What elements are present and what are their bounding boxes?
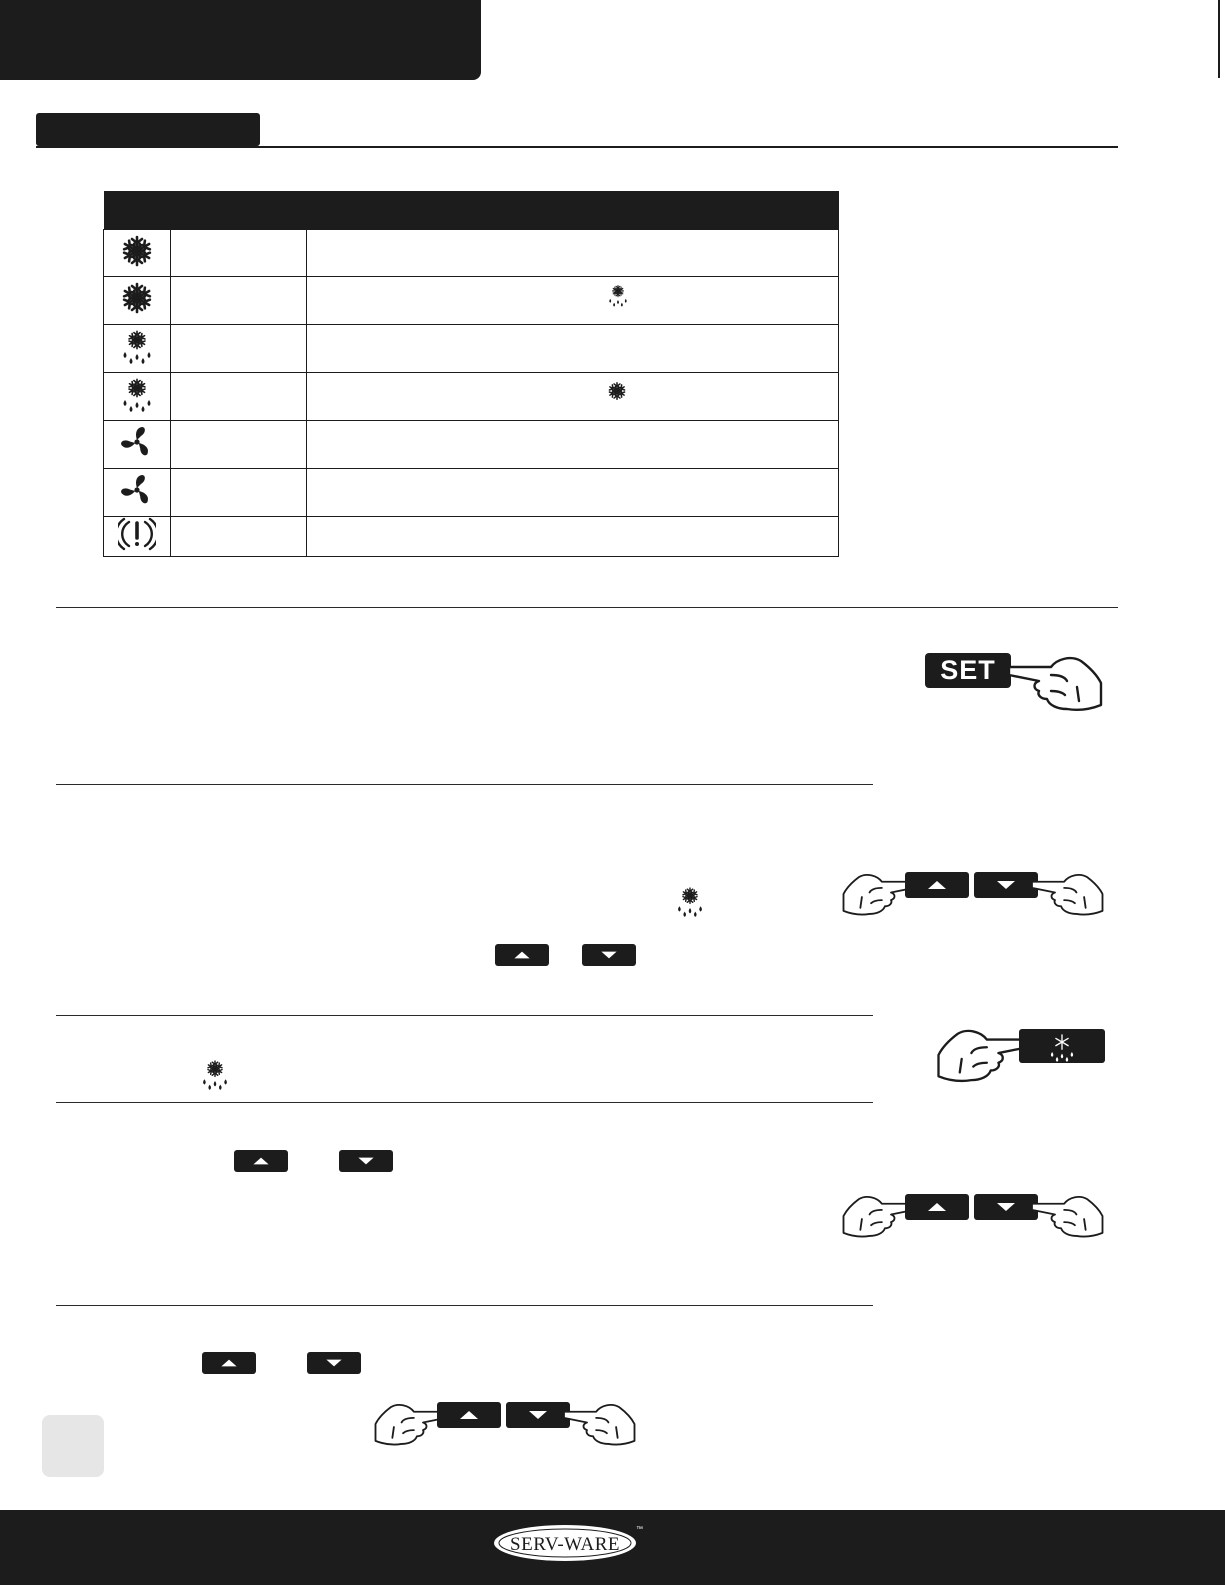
up-arrow-button (234, 1150, 288, 1172)
snowflake-icon (120, 234, 154, 268)
snowflake-icon (120, 281, 154, 315)
defrost-icon (120, 328, 154, 364)
divider (56, 607, 1118, 608)
logo-trademark: ™ (636, 1526, 643, 1533)
defrost-icon (675, 885, 705, 917)
down-arrow-button (506, 1402, 570, 1428)
up-down-buttons-illustration (372, 1398, 638, 1448)
defrost-button-illustration (933, 1022, 1105, 1084)
snowflake-icon (607, 381, 627, 401)
table-row (104, 373, 839, 421)
defrost-icon (120, 376, 154, 412)
down-arrow-button (974, 1194, 1038, 1220)
header-banner (0, 0, 481, 80)
down-arrow-button (582, 944, 636, 966)
up-arrow-button (437, 1402, 501, 1428)
fan-icon (120, 473, 154, 507)
down-arrow-button (974, 872, 1038, 898)
page-number-box (42, 1415, 104, 1477)
table-row (104, 517, 839, 557)
section-title-rule (36, 146, 1118, 148)
header-edge-rule (1218, 0, 1220, 78)
set-button: SET (925, 653, 1011, 688)
up-arrow-button (905, 872, 969, 898)
up-down-buttons-illustration (840, 1190, 1106, 1240)
table-row (104, 277, 839, 325)
divider (56, 1305, 873, 1306)
table-row (104, 230, 839, 277)
up-arrow-button (905, 1194, 969, 1220)
down-arrow-button (307, 1352, 361, 1374)
up-arrow-button (202, 1352, 256, 1374)
fan-icon (120, 425, 154, 459)
section-title-tab (36, 113, 260, 146)
down-arrow-button (339, 1150, 393, 1172)
table-row (104, 421, 839, 469)
icon-legend-header (104, 191, 839, 230)
pointing-hand-icon (1007, 653, 1105, 713)
defrost-icon (200, 1058, 230, 1090)
divider (56, 784, 873, 785)
divider (56, 1015, 873, 1016)
defrost-button (1019, 1029, 1105, 1063)
divider (56, 1102, 873, 1103)
table-row (104, 469, 839, 517)
pointing-hand-icon (1030, 1193, 1106, 1239)
alarm-icon (118, 517, 156, 551)
up-arrow-button (495, 944, 549, 966)
pointing-hand-icon (562, 1401, 638, 1447)
pointing-hand-icon (1030, 871, 1106, 917)
up-down-buttons-illustration (840, 868, 1106, 918)
table-row (104, 325, 839, 373)
icon-legend-table (103, 191, 839, 557)
logo-text: SERV-WARE (510, 1534, 620, 1555)
pointing-hand-icon (933, 1026, 1031, 1084)
set-button-illustration (925, 653, 1105, 713)
defrost-icon (607, 283, 629, 307)
serv-ware-logo (493, 1522, 643, 1562)
